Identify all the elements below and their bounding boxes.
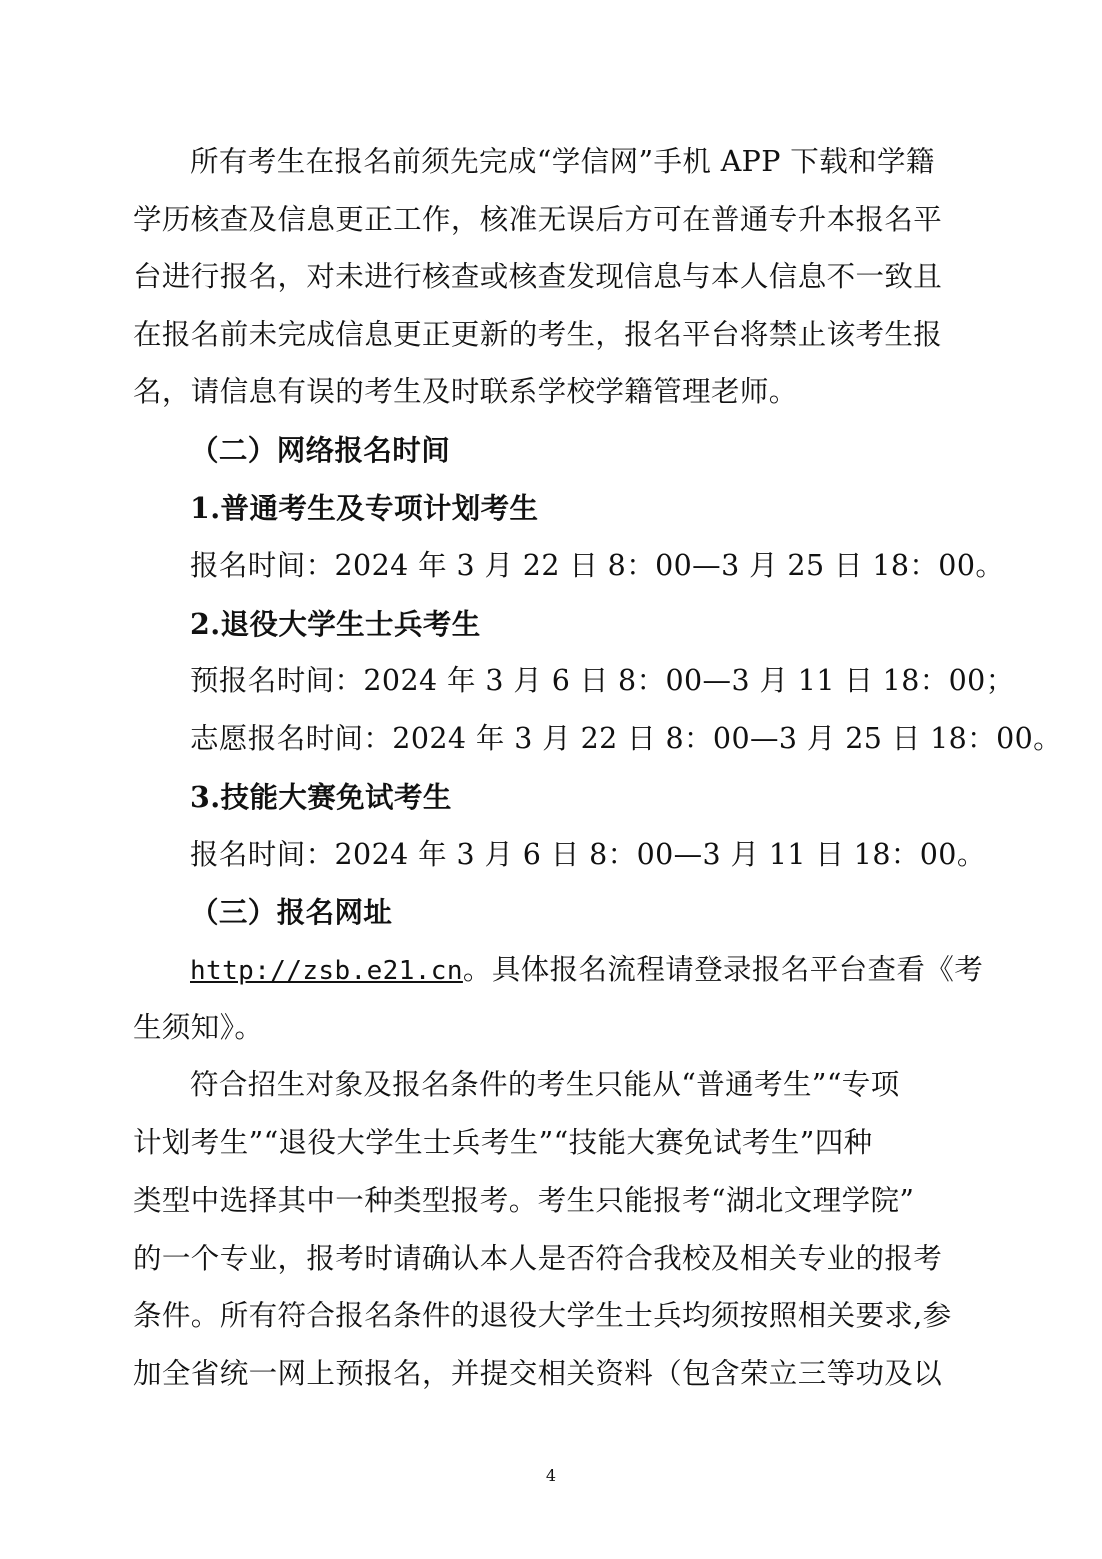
paragraph-line: 条件。所有符合报名条件的退役大学生士兵均须按照相关要求,参 — [133, 1299, 952, 1332]
paragraph-line: 在报名前未完成信息更正更新的考生，报名平台将禁止该考生报 — [133, 318, 943, 351]
item-title: 3.技能大赛免试考生 — [190, 780, 452, 814]
paragraph-line: 名，请信息有误的考生及时联系学校学籍管理老师。 — [133, 375, 798, 408]
paragraph-line: 符合招生对象及报名条件的考生只能从“普通考生”“专项 — [190, 1068, 900, 1101]
url-line — [190, 950, 1030, 991]
paragraph-line: 生须知》。 — [133, 1011, 264, 1044]
item-text: 预报名时间：2024 年 3 月 6 日 8：00—3 月 11 日 18：00； — [190, 664, 1015, 697]
page-number: 4 — [545, 1466, 557, 1485]
item-title: 1.普通考生及专项计划考生 — [190, 491, 539, 525]
item-text: 报名时间：2024 年 3 月 6 日 8：00—3 月 11 日 18：00。 — [190, 838, 986, 871]
paragraph-line: 加全省统一网上预报名，并提交相关资料（包含荣立三等功及以 — [133, 1357, 943, 1390]
paragraph-line: 计划考生”“退役大学生士兵考生”“技能大赛免试考生”四种 — [133, 1126, 873, 1159]
item-text: 志愿报名时间：2024 年 3 月 22 日 8：00—3 月 25 日 18：00。 — [190, 722, 1063, 755]
item-text: 报名时间：2024 年 3 月 22 日 8：00—3 月 25 日 18：00。 — [190, 549, 1005, 582]
paragraph-line: 学历核查及信息更正工作，核准无误后方可在普通专升本报名平 — [133, 203, 943, 236]
paragraph-line: 所有考生在报名前须先完成“学信网”手机 APP 下载和学籍 — [190, 145, 935, 178]
registration-url-link[interactable]: http://zsb.e21.cn — [190, 956, 463, 986]
item-title: 2.退役大学生士兵考生 — [190, 607, 481, 641]
paragraph-line: 类型中选择其中一种类型报考。考生只能报考“湖北文理学院” — [133, 1184, 915, 1217]
section-heading: （三）报名网址 — [190, 895, 393, 929]
paragraph-line: 台进行报名，对未进行核查或核查发现信息与本人信息不一致且 — [133, 260, 943, 293]
url-line-text: 。具体报名流程请登录报名平台查看《考 — [462, 953, 984, 986]
section-heading: （二）网络报名时间 — [190, 433, 451, 467]
paragraph-line: 的一个专业，报考时请确认本人是否符合我校及相关专业的报考 — [133, 1242, 943, 1275]
